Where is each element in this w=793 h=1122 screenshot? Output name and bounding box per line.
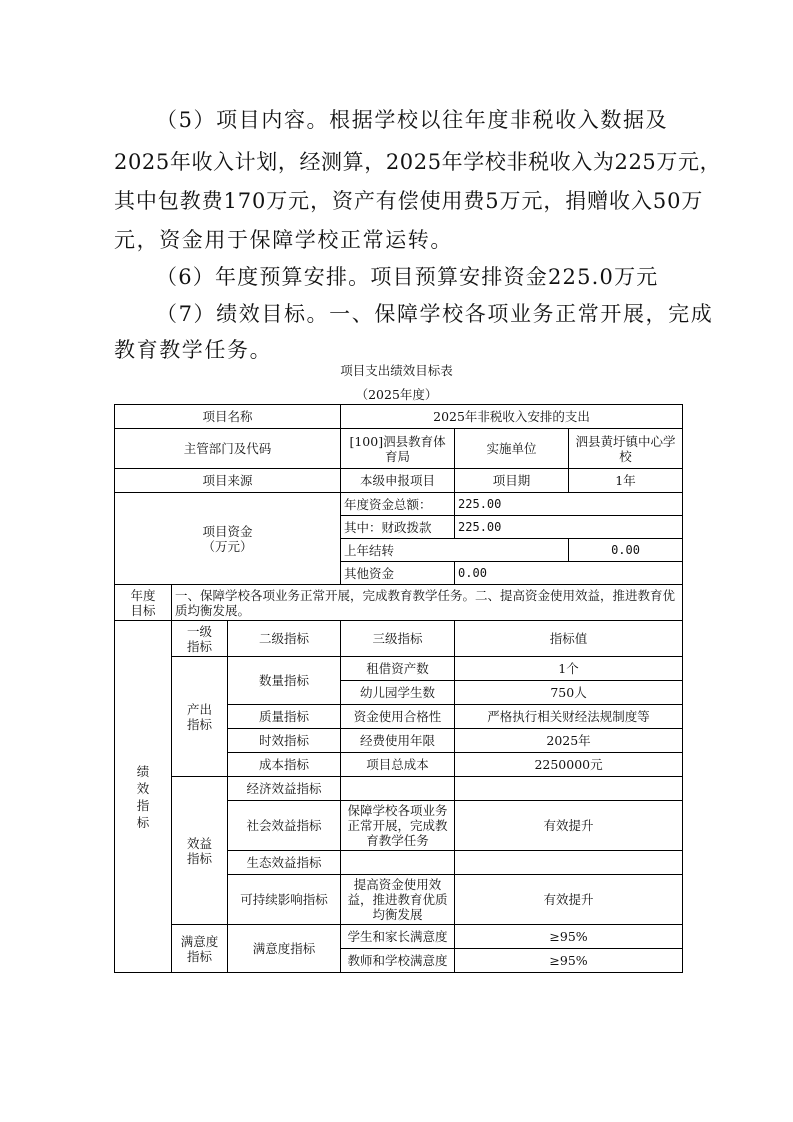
funds-label-line-2: （万元） — [202, 538, 253, 554]
quantity-item-2-name: 幼儿园学生数 — [341, 681, 455, 705]
funds-fiscal-label: 其中：财政拨款 — [341, 516, 455, 539]
impl-unit-label: 实施单位 — [455, 429, 569, 469]
cost-indicator-label: 成本指标 — [228, 753, 341, 777]
quantity-item-1-value: 1个 — [455, 657, 683, 681]
satisfaction-indicator-label — [172, 925, 228, 973]
performance-target-table — [114, 404, 683, 973]
sustainable-impact-value: 有效提升 — [455, 875, 683, 925]
header-level2: 二级指标 — [228, 621, 341, 657]
economic-benefit-label: 经济效益指标 — [228, 777, 341, 801]
funds-label — [115, 493, 341, 585]
annual-goal-text: 一、保障学校各项业务正常开展，完成教育教学任务。二、提高资金使用效益，推进教育优质均衡发展。 — [172, 585, 683, 621]
funds-label-line-1: 项目资金 — [202, 523, 253, 539]
source-value: 本级申报项目 — [341, 469, 455, 493]
impl-unit-value: 泗县黄圩镇中心学校 — [569, 429, 683, 469]
header-level1 — [172, 621, 228, 657]
table-subtitle: （2025年度） — [355, 387, 438, 402]
paragraph-5-line-4: 元，资金用于保障学校正常运转。 — [114, 228, 453, 252]
output-indicator-label-text: 产出指标 — [186, 701, 212, 732]
cost-item-value: 2250000元 — [455, 753, 683, 777]
period-label: 项目期 — [455, 469, 569, 493]
perf-indicator-label-text: 绩效指标 — [136, 763, 150, 830]
quantity-item-2-value: 750人 — [455, 681, 683, 705]
annual-goal-label-line-1: 年度 — [130, 587, 156, 603]
quantity-item-1-name: 租借资产数 — [341, 657, 455, 681]
table-title: 项目支出绩效目标表 — [340, 363, 453, 378]
funds-total-label: 年度资金总额： — [341, 493, 455, 516]
satisfaction-item-2-value: ≥95% — [455, 949, 683, 973]
quantity-indicator-label: 数量指标 — [228, 657, 341, 705]
quality-item-value: 严格执行相关财经法规制度等 — [455, 705, 683, 729]
paragraph-5-line-2: 2025年收入计划，经测算，2025年学校非税收入为225万元， — [114, 150, 722, 174]
header-level3: 三级指标 — [341, 621, 455, 657]
sustainable-impact-label: 可持续影响指标 — [228, 875, 341, 925]
period-value: 1年 — [569, 469, 683, 493]
dept-value: [100]泗县教育体育局 — [341, 429, 455, 469]
social-benefit-value: 有效提升 — [455, 801, 683, 851]
quality-item-name: 资金使用合格性 — [341, 705, 455, 729]
funds-fiscal-value: 225.00 — [455, 516, 683, 539]
sustainable-impact-name: 提高资金使用效益，推进教育优质均衡发展 — [341, 875, 455, 925]
funds-other-value: 0.00 — [455, 562, 683, 585]
social-benefit-label: 社会效益指标 — [228, 801, 341, 851]
header-level1-text: 一级指标 — [186, 623, 212, 654]
project-name-value: 2025年非税收入安排的支出 — [341, 405, 683, 429]
annual-goal-label — [115, 585, 172, 621]
annual-goal-label-line-2: 目标 — [130, 602, 156, 618]
funds-carryover-value: 0.00 — [569, 539, 683, 562]
satisfaction-item-1-name: 学生和家长满意度 — [341, 925, 455, 949]
satisfaction-item-1-value: ≥95% — [455, 925, 683, 949]
benefit-indicator-label-text: 效益指标 — [186, 835, 212, 866]
paragraph-7-line-1: （7）绩效目标。一、保障学校各项业务正常开展，完成 — [156, 302, 714, 326]
header-value: 指标值 — [455, 621, 683, 657]
ecological-benefit-name — [341, 851, 455, 875]
time-indicator-label: 时效指标 — [228, 729, 341, 753]
paragraph-5-line-1: （5）项目内容。根据学校以往年度非税收入数据及 — [156, 108, 669, 132]
perf-indicator-label — [115, 621, 172, 973]
source-label: 项目来源 — [115, 469, 341, 493]
funds-other-label: 其他资金 — [341, 562, 455, 585]
time-item-name: 经费使用年限 — [341, 729, 455, 753]
economic-benefit-name — [341, 777, 455, 801]
funds-total-value: 225.00 — [455, 493, 683, 516]
time-item-value: 2025年 — [455, 729, 683, 753]
paragraph-5-line-3: 其中包教费170万元，资产有偿使用费5万元，捐赠收入50万 — [114, 189, 704, 213]
quality-indicator-label: 质量指标 — [228, 705, 341, 729]
satisfaction-indicator-label-text: 满意度指标 — [180, 933, 219, 964]
paragraph-7-line-2: 教育教学任务。 — [114, 338, 273, 362]
ecological-benefit-value — [455, 851, 683, 875]
output-indicator-label — [172, 657, 228, 777]
funds-carryover-label: 上年结转 — [341, 539, 569, 562]
social-benefit-name: 保障学校各项业务正常开展，完成教育教学任务 — [341, 801, 455, 851]
cost-item-name: 项目总成本 — [341, 753, 455, 777]
dept-label: 主管部门及代码 — [115, 429, 341, 469]
paragraph-6: （6）年度预算安排。项目预算安排资金225.0万元 — [156, 265, 659, 289]
economic-benefit-value — [455, 777, 683, 801]
satisfaction-sub-label: 满意度指标 — [228, 925, 341, 973]
satisfaction-item-2-name: 教师和学校满意度 — [341, 949, 455, 973]
ecological-benefit-label: 生态效益指标 — [228, 851, 341, 875]
benefit-indicator-label — [172, 777, 228, 925]
project-name-label: 项目名称 — [115, 405, 341, 429]
